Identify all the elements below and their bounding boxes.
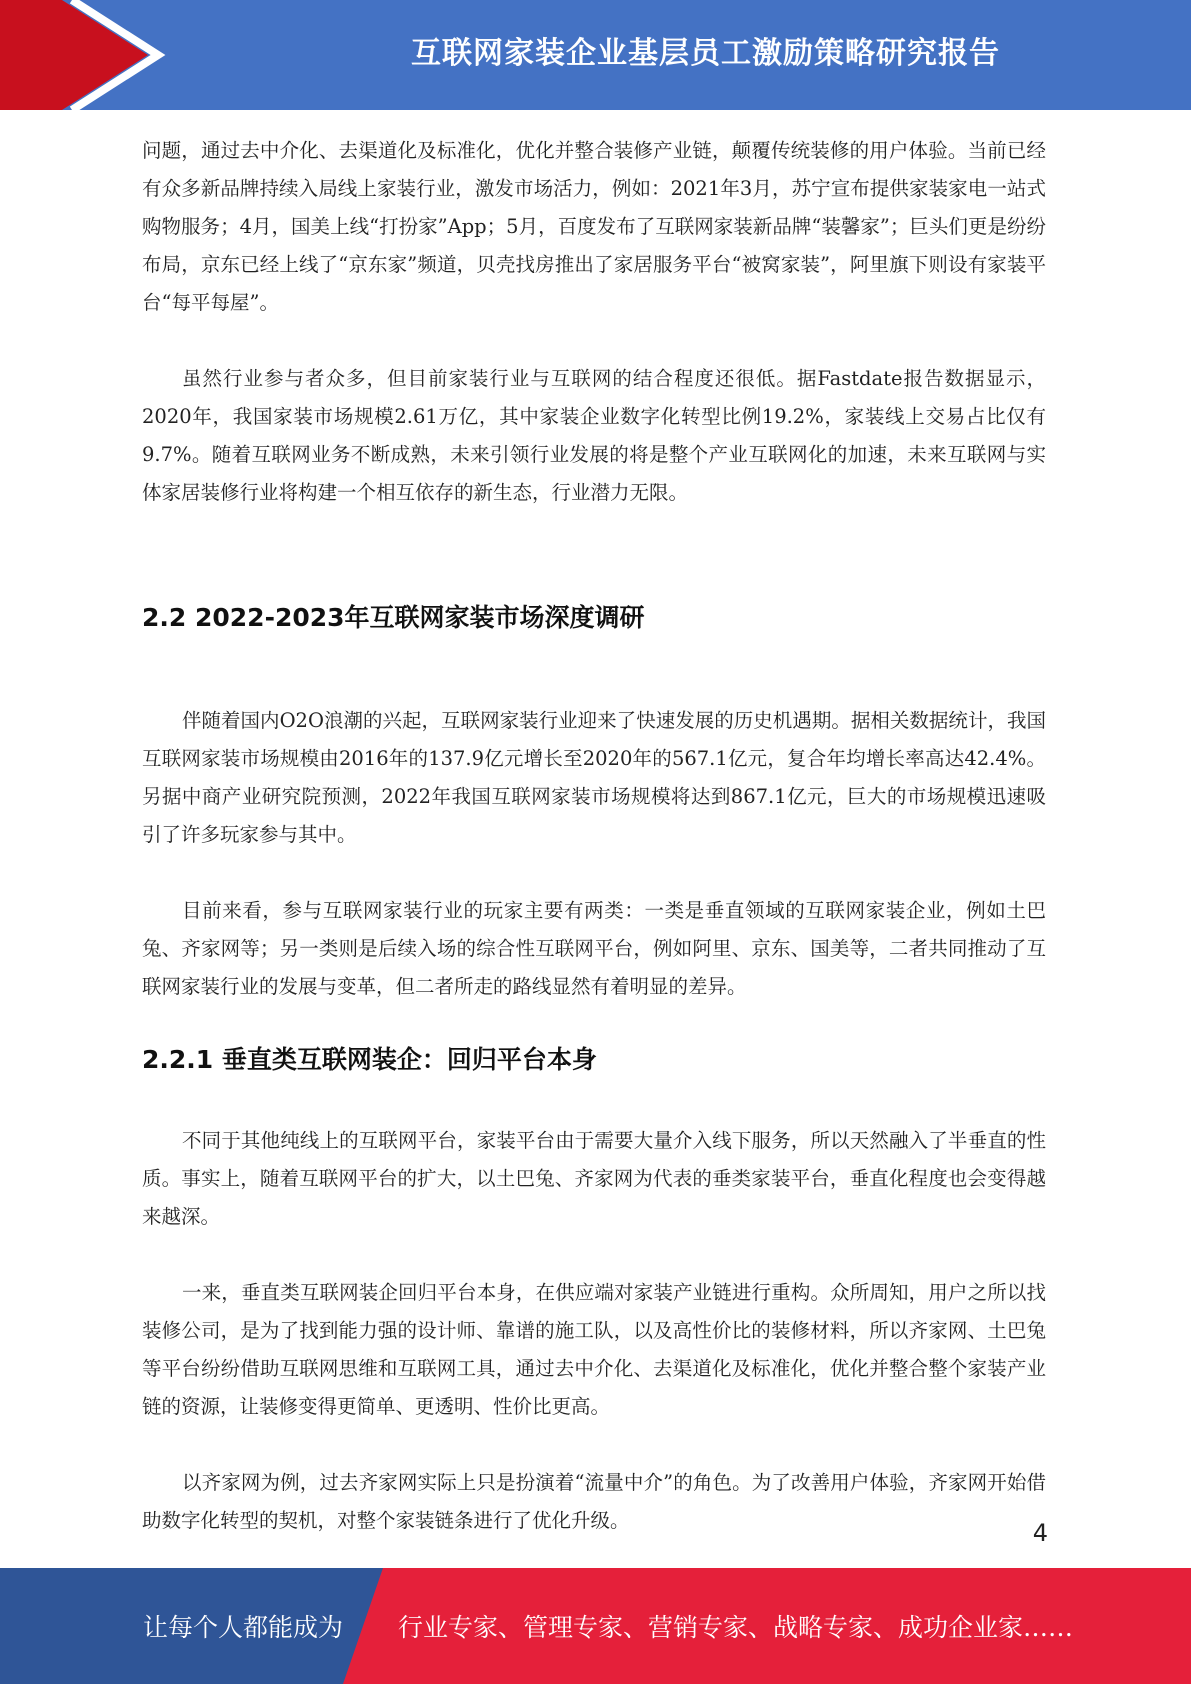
paragraph-6: 一来，垂直类互联网装企回归平台本身，在供应端对家装产业链进行重构。众所周知，用户之所以找装修公司，是为了找到能力强的设计师、靠谱的施工队，以及高性价比的装修材料，所以齐家网、土巴兔等平台纷纷借助互联网思维和互联网工具，通过去中介化、去渠道化及标准化，优化并整合整个家装产业链的资源，让装修变得更简单、更透明、性价比更高。 xyxy=(142,1281,1046,1418)
page-footer xyxy=(0,1568,1191,1684)
section-heading-2-2: 2.2 2022-2023年互联网家装市场深度调研 xyxy=(142,603,645,632)
paragraph-3: 伴随着国内O2O浪潮的兴起，互联网家装行业迎来了快速发展的历史机遇期。据相关数据统计，我国互联网家装市场规模由2016年的137.9亿元增长至2020年的567.1亿元，复合年均增长率高达42.4%。另据中商产业研究院预测，2022年我国互联网家装市场规模将达到867.1亿元，巨大的市场规模迅速吸引了许多玩家参与其中。 xyxy=(142,709,1046,846)
paragraph-1: 问题，通过去中介化、去渠道化及标准化，优化并整合装修产业链，颠覆传统装修的用户体验。当前已经有众多新品牌持续入局线上家装行业，激发市场活力，例如：2021年3月，苏宁宣布提供家装家电一站式购物服务；4月，国美上线“打扮家”App；5月，百度发布了互联网家装新品牌“装馨家”；巨头们更是纷纷布局，京东已经上线了“京东家”频道，贝壳找房推出了家居服务平台“被窝家装”，阿里旗下则设有家装平台“每平每屋”。 xyxy=(142,139,1046,314)
page-header xyxy=(0,0,1191,110)
footer-slogan-left: 让每个人都能成为 xyxy=(143,1613,344,1642)
document-body xyxy=(142,132,1046,1540)
footer-slogan-right: 行业专家、管理专家、营销专家、战略专家、成功企业家…… xyxy=(398,1613,1074,1642)
section-heading-2-2-1: 2.2.1 垂直类互联网装企：回归平台本身 xyxy=(142,1045,597,1074)
document-title: 互联网家装企业基层员工激励策略研究报告 xyxy=(411,36,1000,71)
paragraph-5: 不同于其他纯线上的互联网平台，家装平台由于需要大量介入线下服务，所以天然融入了半垂直的性质。事实上，随着互联网平台的扩大，以土巴兔、齐家网为代表的垂类家装平台，垂直化程度也会变得越来越深。 xyxy=(142,1129,1046,1228)
paragraph-7: 以齐家网为例，过去齐家网实际上只是扮演着“流量中介”的角色。为了改善用户体验，齐家网开始借助数字化转型的契机，对整个家装链条进行了优化升级。 xyxy=(142,1471,1046,1532)
paragraph-4: 目前来看，参与互联网家装行业的玩家主要有两类：一类是垂直领域的互联网家装企业，例如土巴兔、齐家网等；另一类则是后续入场的综合性互联网平台，例如阿里、京东、国美等，二者共同推动了互联网家装行业的发展与变革，但二者所走的路线显然有着明显的差异。 xyxy=(142,899,1046,998)
paragraph-2: 虽然行业参与者众多，但目前家装行业与互联网的结合程度还很低。据Fastdate报告数据显示，2020年，我国家装市场规模2.61万亿，其中家装企业数字化转型比例19.2%，家装线上交易占比仅有9.7%。随着互联网业务不断成熟，未来引领行业发展的将是整个产业互联网化的加速，未来互联网与实体家居装修行业将构建一个相互依存的新生态，行业潜力无限。 xyxy=(142,367,1046,504)
page-number: 4 xyxy=(1032,1519,1048,1547)
